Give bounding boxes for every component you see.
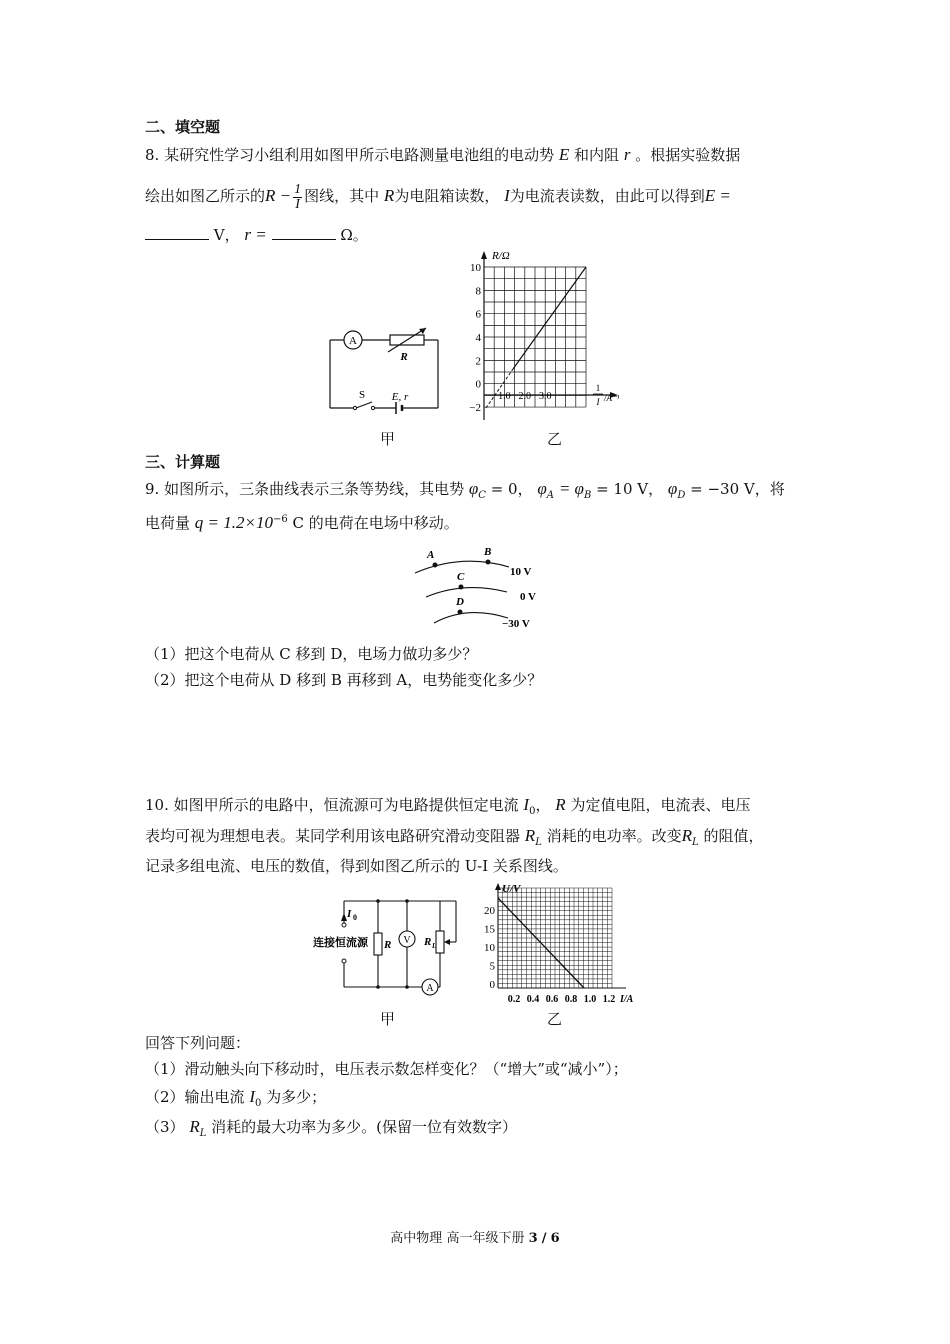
- fig10-ytick: 5: [489, 960, 495, 973]
- fig8-ylabel: R/Ω: [492, 250, 510, 262]
- answer-blank-E[interactable]: [145, 225, 209, 240]
- fig10-ylabel: U/V: [502, 883, 521, 895]
- fig8-ytick: 6: [475, 308, 481, 321]
- fig8-xlabel-num: 1: [595, 383, 601, 393]
- q9-phi-c-val: = 0，: [490, 480, 533, 498]
- q8-text: 。根据实验数据: [635, 146, 741, 164]
- footer-sep: /: [541, 1231, 547, 1246]
- q8-symbol-I: I: [504, 186, 510, 205]
- fig10-xtick: 0.4: [526, 994, 540, 1005]
- fig8-dashed-extrapolation: [486, 369, 513, 408]
- fig8-resistor-label: R: [400, 351, 408, 363]
- q10-text: 10. 如图甲所示的电路中，恒流源可为电路提供恒定电流: [145, 796, 519, 814]
- fig8-ytick: 8: [475, 285, 481, 298]
- point-c: [459, 585, 464, 590]
- q10-sub3: [145, 1117, 517, 1144]
- fig10-xlabel: I/A: [620, 994, 634, 1005]
- point-d: [458, 610, 463, 615]
- q8-r-minus: R −: [265, 186, 292, 205]
- fig10-graph: [478, 880, 643, 1005]
- fig8a-caption: 甲: [380, 430, 396, 448]
- fig9-equipotentials: [412, 545, 552, 635]
- equipotential-0v: [426, 588, 507, 597]
- fig10-rl-label: R: [424, 936, 432, 948]
- q10-sub2-i0-sub: 0: [255, 1098, 262, 1109]
- q9-phi-b-sub: B: [583, 490, 592, 501]
- fig10-ammeter-label: A: [426, 983, 434, 994]
- fig10-ytick: 10: [484, 942, 495, 954]
- q9-phi-a: φ: [537, 479, 547, 498]
- q8-unit-ohm: Ω。: [340, 226, 368, 244]
- q8-unit-v: V，: [213, 226, 240, 244]
- q8-frac-num: 1: [294, 181, 302, 197]
- fig8-battery-label: E, r: [391, 391, 409, 403]
- fig8-ytick: 2: [475, 355, 481, 368]
- label-c: C: [457, 571, 465, 583]
- fig8-xtick: 2.0: [518, 391, 532, 402]
- q10-text: （3）: [145, 1118, 185, 1136]
- q9-phi-d-val: = −30 V，将: [690, 480, 785, 498]
- q10-r: R: [555, 795, 566, 814]
- fig10-rl-sub: L: [432, 942, 437, 950]
- q8-text: 为电流表读数，由此可以得到: [509, 187, 705, 205]
- fig8-ytick: −2: [469, 402, 481, 415]
- fig10-voltmeter-label: V: [403, 935, 411, 946]
- q8-text: 8. 某研究性学习小组利用如图甲所示电路测量电池组的电动势: [145, 146, 555, 164]
- q8-line2: [145, 178, 731, 214]
- q9-phi-c: φ: [468, 479, 479, 498]
- fig8-xtick: 3.0: [538, 391, 552, 402]
- q10-answer-intro: 回答下列问题：: [145, 1034, 251, 1052]
- q8-symbol-R: R: [383, 186, 395, 205]
- fig10-xtick: 1.0: [583, 994, 597, 1005]
- q10-text: 消耗的电功率。改变: [546, 827, 682, 845]
- fig10b-caption: 乙: [547, 1010, 563, 1028]
- section-heading-calculation: 三、计算题: [145, 453, 221, 471]
- fig8-ammeter-label: A: [349, 335, 357, 347]
- variable-arrow-icon: [419, 328, 426, 334]
- fig8-switch-label: S: [358, 389, 366, 401]
- q10-sub2: [145, 1087, 326, 1114]
- fig8-ytick: 4: [475, 332, 481, 345]
- q9-text: 电荷量: [145, 514, 191, 532]
- q10-sub2-i0: I: [249, 1087, 255, 1106]
- label-b: B: [484, 546, 492, 558]
- answer-blank-r[interactable]: [272, 225, 336, 240]
- fig10-ytick: 0: [489, 979, 495, 991]
- q8-symbol-r: r: [623, 145, 631, 164]
- fig8-data-line: [513, 267, 586, 369]
- q8-text: 和内阻: [574, 146, 620, 164]
- q9-text: C 的电荷在电场中移动。: [292, 514, 459, 532]
- fig10-xtick: 1.2: [602, 994, 616, 1005]
- fig8-circuit: [320, 320, 450, 415]
- fig8b-caption: 乙: [547, 430, 563, 448]
- fig10-i0-sub: 0: [353, 913, 357, 922]
- section-heading-fill-in: 二、填空题: [145, 118, 221, 136]
- label-0v: 0 V: [520, 591, 536, 603]
- fig10-circuit: [312, 893, 462, 998]
- q9-phi-d-sub: D: [677, 490, 686, 501]
- page-footer: [0, 1227, 950, 1246]
- fig10-source-label: 连接恒流源: [313, 937, 368, 949]
- fig10-xtick: 0.6: [545, 994, 559, 1005]
- q9-sub1: （1）把这个电荷从 C 移到 D，电场力做功多少？: [145, 645, 478, 663]
- q10-text: ，: [535, 796, 551, 814]
- slider-arrow-icon: [444, 939, 450, 945]
- fig10-r-label: R: [384, 939, 392, 951]
- q9-phi-b: = φ: [558, 479, 584, 498]
- q9-line2: [145, 510, 459, 533]
- fig8-ytick: 10: [470, 262, 481, 274]
- q10-i0: I: [523, 795, 530, 814]
- q8-E-eq: E =: [704, 186, 731, 205]
- q10-sub3-rl-sub: L: [199, 1128, 207, 1139]
- q9-sub2: （2）把这个电荷从 D 移到 B 再移到 A，电势能变化多少？: [145, 671, 543, 689]
- footer-total: 6: [550, 1231, 560, 1246]
- label-d: D: [456, 596, 464, 608]
- q10-i0-sub: 0: [529, 806, 536, 817]
- label-m30v: −30 V: [502, 618, 530, 630]
- q10-text: 的阻值，: [703, 827, 764, 845]
- q10-text: 表均可视为理想电表。某同学利用该电路研究滑动变阻器: [145, 827, 521, 845]
- fig10-xtick: 0.8: [564, 994, 578, 1005]
- q9-line1: [145, 479, 785, 506]
- q8-line3: [145, 225, 368, 245]
- fig8-xlabel-den: I: [596, 397, 600, 407]
- q9-phi-ab-val: = 10 V，: [596, 480, 664, 498]
- q8-line1: [145, 145, 740, 165]
- q9-phi-a-sub: A: [546, 490, 555, 501]
- fig10-ytick: 15: [484, 923, 495, 936]
- fig8-graph: [462, 245, 642, 420]
- footer-page: 3: [528, 1231, 538, 1246]
- q9-q-exp: −6: [273, 514, 288, 525]
- fig10a-caption: 甲: [380, 1010, 396, 1028]
- q9-phi-d: φ: [667, 479, 678, 498]
- point-b: [486, 560, 491, 565]
- fig10-ytick: 20: [484, 905, 495, 917]
- fig10-i0-label: I: [347, 908, 352, 920]
- point-a: [433, 563, 438, 568]
- fig10-xtick: 0.2: [507, 994, 521, 1005]
- q9-phi-c-sub: C: [478, 490, 486, 501]
- q10-sub3-rl: R: [189, 1117, 200, 1136]
- q10-sub1: （1）滑动触头向下移动时，电压表示数怎样变化？（“增大”或“减小”）；: [145, 1060, 628, 1078]
- footer-subject: 高中物理: [390, 1231, 443, 1246]
- q10-text: 消耗的最大功率为多少。(保留一位有效数字）: [211, 1118, 517, 1136]
- fig8-ytick: 0: [475, 378, 481, 391]
- q8-r-eq: r =: [244, 225, 267, 244]
- q8-fraction: [293, 183, 302, 212]
- q10-line1: [145, 795, 750, 822]
- q8-text: 图线，其中: [304, 187, 380, 205]
- q9-text: 9. 如图所示，三条曲线表示三条等势线，其电势: [145, 480, 465, 498]
- q10-rl: R: [524, 826, 536, 845]
- q8-frac-den: I: [295, 196, 300, 212]
- q10-line2: [145, 826, 763, 853]
- footer-grade: 高一年级下册: [446, 1231, 525, 1246]
- q10-text: （2）输出电流: [145, 1088, 245, 1106]
- equipotential-m30v: [434, 613, 508, 623]
- q8-text: 为电阻箱读数，: [394, 187, 500, 205]
- q8-symbol-E: E: [558, 145, 570, 164]
- q10-line3: 记录多组电流、电压的数值，得到如图乙所示的 U-I 关系图线。: [145, 857, 568, 875]
- q10-rl-sub-2: L: [692, 837, 699, 848]
- q10-rl-sub: L: [535, 837, 542, 848]
- q9-q-expr: q = 1.2×10: [194, 513, 273, 532]
- q10-text: 为定值电阻，电流表、电压: [570, 796, 751, 814]
- label-a: A: [427, 549, 435, 561]
- fig8-xlabel-unit: /A⁻¹: [604, 393, 620, 403]
- fig8-xtick: 1.0: [498, 391, 511, 402]
- q10-rl-2: R: [681, 826, 693, 845]
- q10-text: 为多少；: [266, 1088, 327, 1106]
- label-10v: 10 V: [510, 566, 532, 578]
- q8-text: 绘出如图乙所示的: [145, 187, 266, 205]
